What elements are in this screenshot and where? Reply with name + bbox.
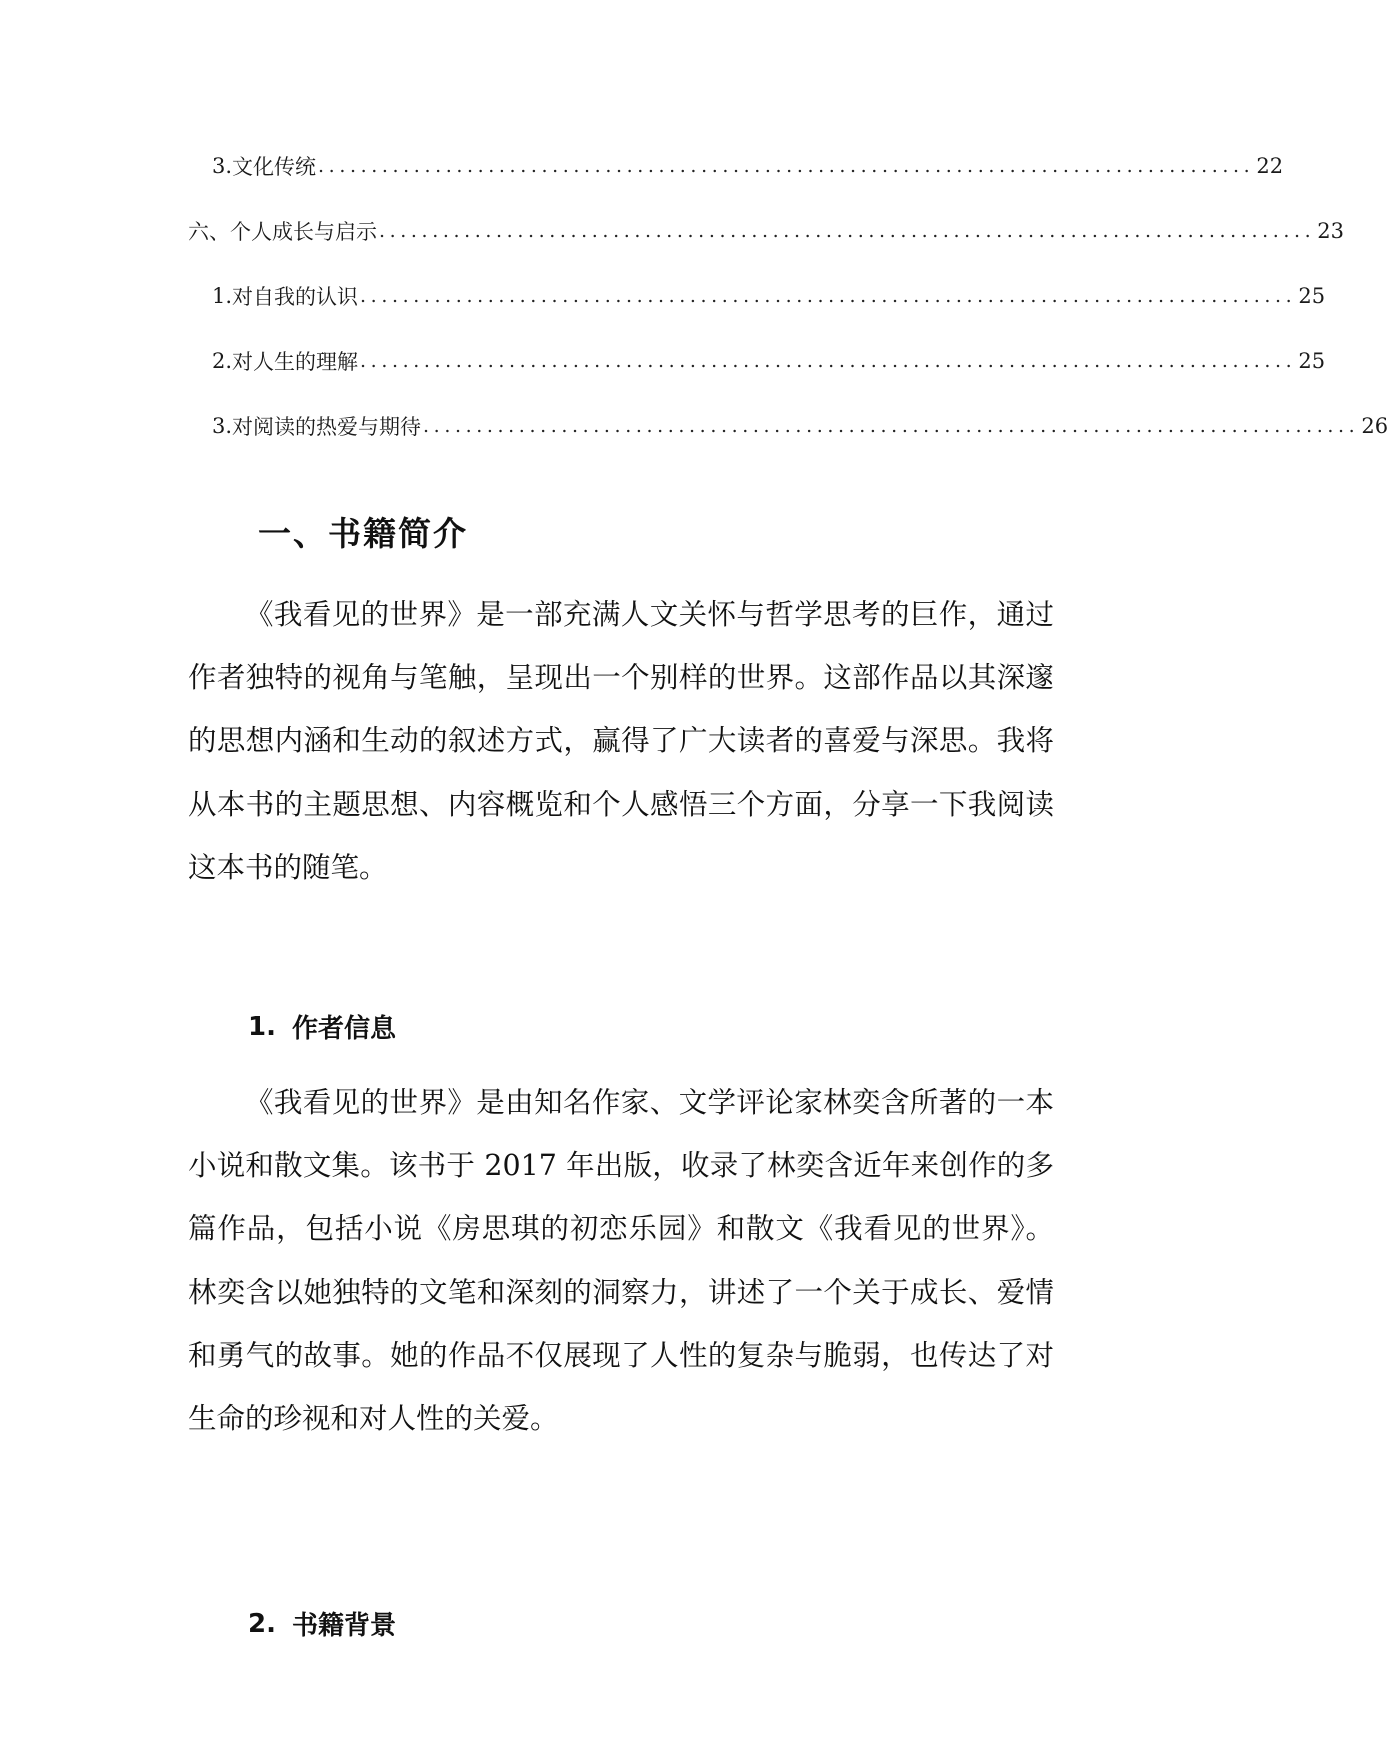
toc-entry[interactable] — [212, 406, 1388, 446]
toc-entry-title: 六、个人成长与启示 — [188, 220, 377, 244]
toc-entry-title: 对自我的认识 — [232, 285, 359, 309]
intro-paragraph: 《我看见的世界》是一部充满人文关怀与哲学思考的巨作，通过作者独特的视角与笔触，呈现出一个别样的世界。这部作品以其深邃的思想内涵和生动的叙述方式，赢得了广大读者的喜爱与深思。我将从本书的主题思想、内容概览和个人感悟三个方面，分享一下我阅读这本书的随笔。 — [188, 598, 1054, 884]
subsection-title: 作者信息 — [292, 1014, 397, 1044]
toc-entry-page: 23 — [1317, 219, 1345, 243]
toc-leader-dots: ........................................................................................ — [379, 220, 1316, 242]
toc-entry[interactable] — [212, 341, 1326, 381]
subsection-title: 书籍背景 — [292, 1611, 397, 1641]
toc-entry-number: 3. — [212, 154, 233, 178]
toc-entry[interactable] — [212, 276, 1326, 316]
toc-entry-title: 对阅读的热爱与期待 — [232, 415, 422, 439]
toc-entry[interactable] — [188, 211, 1345, 251]
toc-entry-title: 对人生的理解 — [232, 350, 359, 374]
toc-entry-page: 26 — [1361, 414, 1388, 438]
subsection-number: 2. — [248, 1608, 276, 1639]
toc-entry-page: 25 — [1298, 284, 1326, 308]
toc-leader-dots: ........................................................................................ — [360, 350, 1297, 372]
subsection-number: 1. — [248, 1011, 276, 1042]
toc-entry[interactable] — [212, 146, 1284, 186]
toc-leader-dots: ........................................................................................ — [360, 285, 1297, 307]
toc-leader-dots: ........................................................................................ — [423, 415, 1360, 437]
toc-leader-dots: ........................................................................................ — [318, 155, 1255, 177]
author-info-paragraph: 《我看见的世界》是由知名作家、文学评论家林奕含所著的一本小说和散文集。该书于 2017 年出版，收录了林奕含近年来创作的多篇作品，包括小说《房思琪的初恋乐园》和散文《我看见的世界》。林奕含以她独特的文笔和深刻的洞察力，讲述了一个关于成长、爱情和勇气的故事。她的作品不仅展现了人性的复杂与脆弱，也传达了对生命的珍视和对人性的关爱。 — [188, 1086, 1054, 1436]
subsection-heading — [248, 1008, 396, 1045]
subsection-heading — [248, 1605, 396, 1642]
toc-entry-number: 2. — [212, 349, 233, 373]
toc-entry-number: 3. — [212, 414, 233, 438]
toc-entry-page: 25 — [1298, 349, 1326, 373]
toc-entry-page: 22 — [1256, 154, 1284, 178]
toc-entry-number: 1. — [212, 284, 233, 308]
section-heading: 一、书籍简介 — [258, 514, 468, 553]
toc-entry-title: 文化传统 — [232, 155, 317, 179]
